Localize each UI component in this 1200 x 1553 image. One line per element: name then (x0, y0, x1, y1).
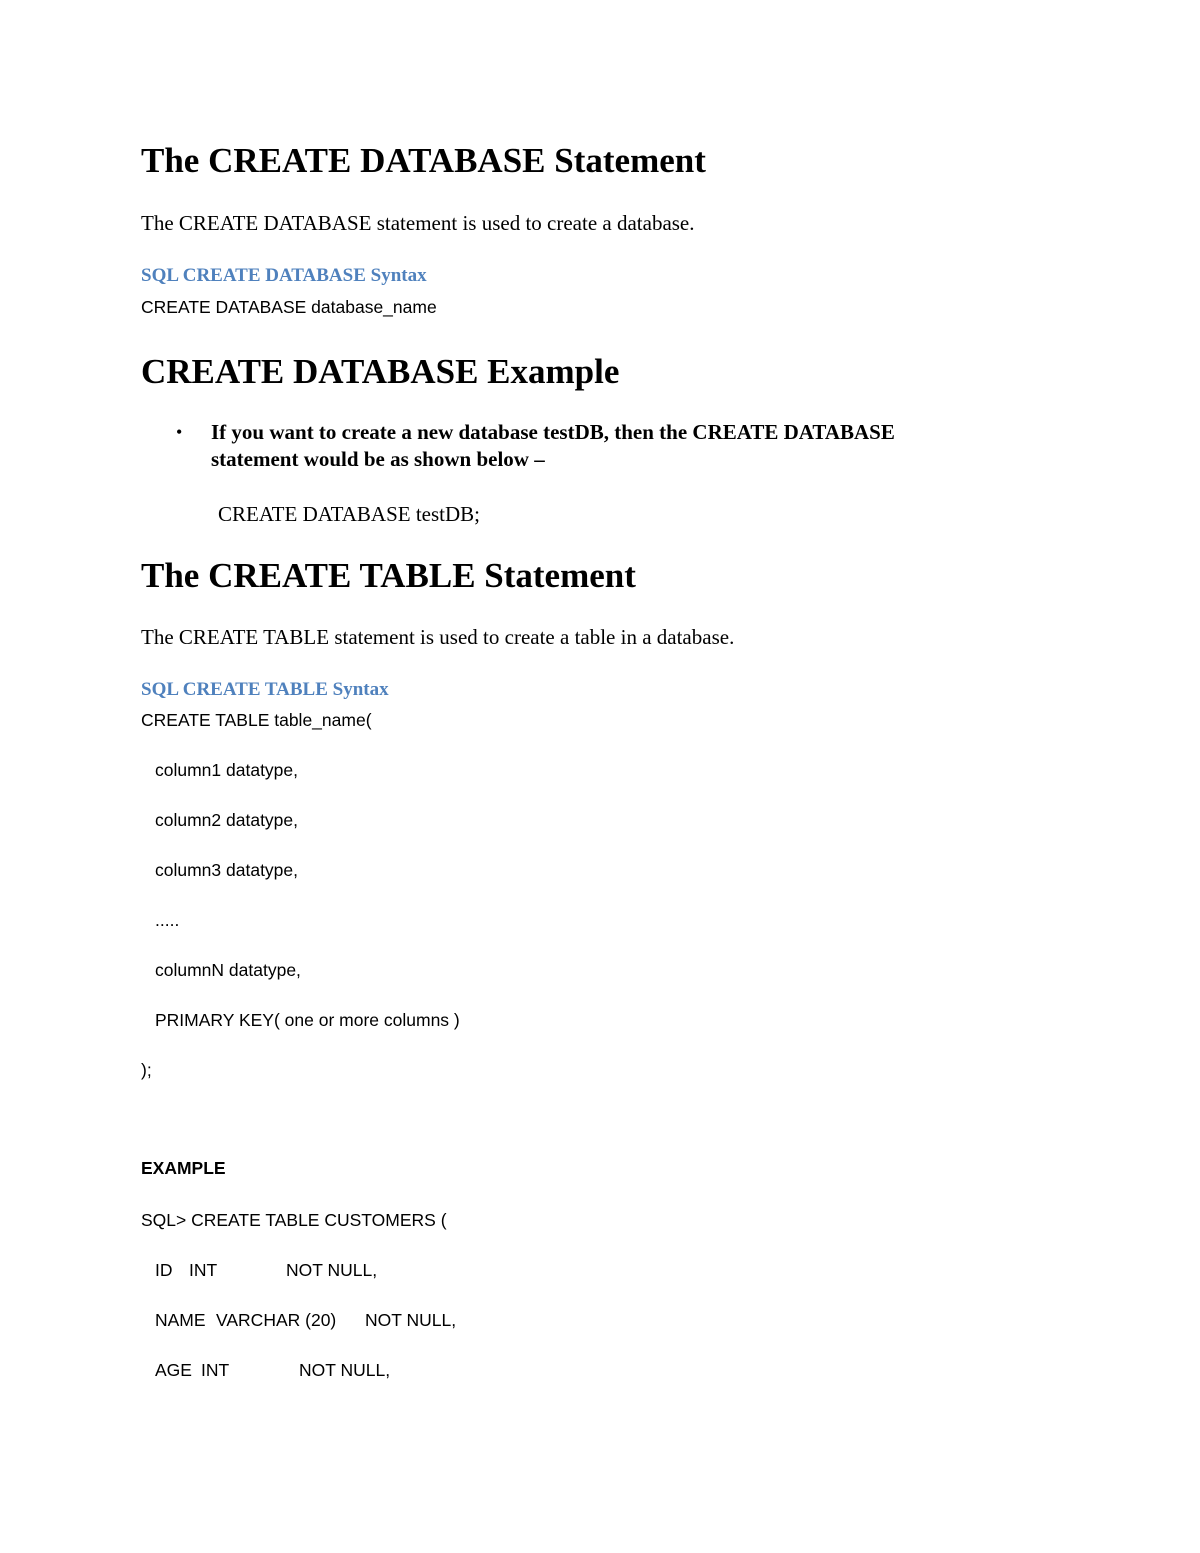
syntax-line: CREATE TABLE table_name( (141, 710, 372, 730)
syntax-line: column1 datatype, (155, 760, 299, 780)
example-row-constraint: NOT NULL, (286, 1260, 378, 1280)
example-row-constraint: NOT NULL, (365, 1310, 457, 1330)
example-row-constraint: NOT NULL, (299, 1360, 391, 1380)
syntax-line: ..... (155, 910, 180, 930)
example-line: SQL> CREATE TABLE CUSTOMERS ( (141, 1210, 447, 1230)
example-row-col: ID (155, 1260, 173, 1280)
bullet-text-line-2: statement would be as shown below – (211, 447, 545, 471)
create-database-syntax-code: CREATE DATABASE database_name (141, 297, 437, 317)
bullet-icon: • (176, 422, 183, 442)
example-heading: EXAMPLE (141, 1158, 226, 1178)
create-database-example-code: CREATE DATABASE testDB; (218, 502, 480, 526)
syntax-line: column2 datatype, (155, 810, 299, 830)
create-table-description: The CREATE TABLE statement is used to create a table in a database. (141, 625, 735, 649)
syntax-line: columnN datatype, (155, 960, 301, 980)
example-row-type: VARCHAR (20) (216, 1310, 337, 1330)
example-row-type: INT (201, 1360, 230, 1380)
example-row-col: AGE (155, 1360, 192, 1380)
bullet-text-line-1: If you want to create a new database testDB, then the CREATE DATABASE (211, 420, 895, 444)
example-row-type: INT (189, 1260, 218, 1280)
create-table-syntax-heading: SQL CREATE TABLE Syntax (141, 679, 389, 700)
syntax-line: ); (141, 1060, 152, 1080)
syntax-line: PRIMARY KEY( one or more columns ) (155, 1010, 460, 1030)
heading-create-database-statement: The CREATE DATABASE Statement (141, 141, 706, 180)
example-row-col: NAME (155, 1310, 206, 1330)
syntax-line: column3 datatype, (155, 860, 299, 880)
heading-create-database-example: CREATE DATABASE Example (141, 352, 620, 391)
create-database-syntax-heading: SQL CREATE DATABASE Syntax (141, 265, 427, 286)
create-database-description: The CREATE DATABASE statement is used to create a database. (141, 211, 695, 235)
heading-create-table-statement: The CREATE TABLE Statement (141, 556, 636, 595)
